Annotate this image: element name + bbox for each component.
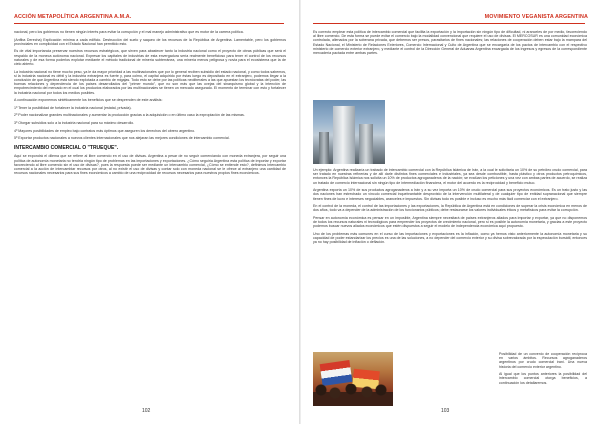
paragraph: Un ejemplo: Argentina realizaría un trabado de intercambio comercial con la República Islámica de Irán, a la cual le solicitaría un 10% de su petróleo crudo comercial, para ser tratado en nuestras refinerías y de allí darle distintos fines comerciales e industriales, ya sea desde combustible, hasta plástico y otros productos petroquímicos, entonces la República Islámica nos solicita un 10% de productos agroganaderos de la nación; se evalúan los peticiones y una vez con ambas partes de acuerdo, se realiza un tratado de comercio internacional sin ningún tipo de intermediación financiera, el motor del acuerdo es la reciprocidad y beneficio mutuo. xyxy=(313,168,587,185)
building-shape xyxy=(319,132,329,164)
building-shape xyxy=(333,106,355,164)
section-title: INTERCAMBIO COMERCIAL O "TRUEQUE". xyxy=(14,145,119,152)
list-item: 1º Tener la posibilidad de fortalecer la industria nacional (estatal, privada). xyxy=(14,105,132,110)
page-number: 102 xyxy=(142,408,151,414)
paragraph: Pensar en autonomía económica es pensar en un imposible, Argentina siempre necesitará de países extranjeros aliados para importar y exportar, ya que no disponemos de todos los recursos naturales ni tecnológicos para emprender los proyectos de crecimiento nacional, pero sí es posible la autonomía monetaria, y gracias a este proyecto podemos buscar nuevos aliados económicos que estén dispuestos a seguir el modelo de independencia económica aquí propuesto. xyxy=(313,216,587,229)
paragraph: nacional, pero los gobiernos no tienen ningún interés para evitar la corrupción y el mal manejo administrativo que es motor de la carrera política. xyxy=(14,30,244,34)
left-body xyxy=(14,30,286,179)
paragraph: Argentina exporta un 10% de sus productos agroganaderos a Irán y a su vez importa un 10% de crudo comercial para sus proyectos económicos. Es un trato justo y las dos naciones han estrechado un vínculo comercial inquebrantable desprovisto de la intervención multilateral y de cualquier tipo de entidad supranacional que siempre tienen fines de lucro e intereses negociables, aranceles e impuestos. Sin divisas todo es posible e incluso es mucho más fácil comerciar con el extranjero. xyxy=(313,188,587,201)
flag-shape xyxy=(320,360,353,386)
left-header-rule xyxy=(14,23,284,24)
paragraph: Aquí se expondrá el dilema que se refiere al libre comercio en el uso de divisas. Argentina a pesar de no seguir comerciando con moneda extranjera, por seguir una política de autonomía monetaria no tendría ningún tipo de problemas en las importaciones y exportaciones. ¿Cómo seguiría Argentina esta política de importar y exportar favoreciendo al libre comercio sin el uso de divisas?, pues la respuesta puede ser mediante un intercambio comercial, ¿Cómo se entiende esto?, definimos intercambio comercial a la acción de intercambiar recursos por otros, al no existir el uso de divisas y contar solo con moneda nacional se le ofrece al extranjero una cantidad de recursos nacionales necesarios para sus fines económicos a cambio de una reciprocidad de recursos necesarios para nuestros propios fines económicos. xyxy=(14,154,286,176)
right-body-top xyxy=(313,30,587,59)
paragraph: (Anfiba Derecha) Explicación mínima a cada edificio. Destrucción del suelo y saqueo de los recursos de la República de Argentina. Lamentable, pero los gobiernos provinciales en complicidad con el Estado Nacional han permitido esto. xyxy=(14,37,286,46)
list-item: 5º Exportar productos nacionales a nuevos clientes internacionales que nos alejaran las mejores condiciones de intercambio comercial. xyxy=(14,136,230,141)
list-item: 3º Otorgar subsidios solo a la industria nacional para su máximo desarrollo. xyxy=(14,120,135,125)
left-page xyxy=(0,0,299,424)
left-page-header: ACCIÓN METAPOLÍTICA ARGENTINA A.M.A. xyxy=(14,14,132,20)
paragraph: A continuación exponemos sintéticamente los beneficios que se desprenden de este análisis: xyxy=(14,98,163,103)
right-page-header: MOVIMIENTO VEGANISTA ARGENTINA xyxy=(484,14,588,20)
flags-crowd-photo xyxy=(313,352,393,406)
list-item: 2º Poder nacionalizar grandes multinacionales y aumentar la producción gracias a la adquisición o en último caso la expropiación de las mismas. xyxy=(14,113,245,118)
page-number: 103 xyxy=(441,408,450,414)
paragraph: La industria nacional no tiene mucho peso, ya le da mayor prioridad a las multinacionales que por lo general reciben subsidio del estado nacional, y como todos sabemos, si la industria nacional es débil y la industria extranjera es fuerte y, para colmo, el capital adquirido por éstas luego es depositado en el extranjero, podemos llegar a la conclusión de que Argentina está siendo explotada a cambio de migajas. Todo esto se debe por las políticas neoliberales a las que apuestan los tecnócratas del poder, las buenas relaciones y dependencia de los países desarrollados del "primer mundo", que no son más que las ovejas del sinarquismo global y la intención de empobrecimiento del mercado en el cual los productos elaborados por las multinacionales se tienen un mercado asegurado. El momento de terminar con esto y fortalecer la industria nacional por todos los medios posibles. xyxy=(14,69,286,95)
crowd-shape xyxy=(313,384,393,406)
right-body-middle xyxy=(313,168,587,248)
right-page xyxy=(301,0,600,424)
list-item: 4º Mayores posibilidades de empleo bajo contratos más óptimos que aseguren los derechos del obrero argentino. xyxy=(14,128,196,133)
paragraph: En el control de la moneda, el control de las importaciones y las exportaciones, la República de Argentina está en condiciones de superar la crisis económica en menos de dos años, todo va a depender de la administración de los funcionarios públicos; debe restaurarse los valores individuales éticos y metafísicos para evitar la corrupción. xyxy=(313,204,587,213)
paragraph: Es correcto emplear esta política de intercambio comercial que facilita la exportación y la importación sin ningún tipo de dificultad, ni aranceles de por medio, favoreciendo al libre comercio. De esta forma se puede evitar el comercio bajo la modalidad convencional que requiere el uso de divisas. El MERCOSUR es una comunidad económica controlada, alienados por la soberana privada, que debemos ser presos, parasitarios de fines nacionales; las relaciones de cooperación deben estar bajo la mampara del Estado Nacional, el Ministerio de Relaciones Exteriores, Comercio Internacional y Culto de Argentina que se encargaría de los pactos de intercambio con el respectivo ministerio de comercio exterior extranjero, y mediante el control de la Dirección General de Aduanas Argentina encargada de los ingresos y egresos de la correspondiente mercadería pactada entre ambas partes. xyxy=(313,30,587,56)
right-header-rule xyxy=(313,23,585,24)
paragraph: Es de vital importancia preservar nuestros recursos estratégicos, que sirven para abastecer tanto la industria nacional como el proyecto de obras públicas que será el respaldo de la moneca autónoma nacional. Expresar los capitales de industrias de esta envergadura sería realmente beneficioso para tener el control de los recursos naturales y de esa forma poderlos explotar mediante el método tradicional de minería subterránea, una minería menos peligrosa y novia para el ecosistema que la de cielo abierto. xyxy=(14,49,286,66)
paragraph: Posibilidad de un convenio de cooperación recíproca en varios ámbitos. Recursos agroganaderos argentinos por crudo comercial iraní. Una nueva historia del comercio exterior argentino. xyxy=(499,352,587,369)
paragraph: Al igual que los puntos anteriores la posibilidad del intercambio comercial otorga beneficios, a continuación los detallaremos. xyxy=(499,372,587,385)
building-shape xyxy=(359,124,373,164)
right-body-bottom xyxy=(499,352,587,388)
paragraph: Uno de los problemas más comunes en el curso de las importaciones y exportaciones es la inflación, como ya hemos visto anteriormente la autonomía monetaria y su capacidad de poder estandarizar los precios es una de las soluciones, a no depender del comercio exterior y su divisa sobrevalorada por la especulación bursátil, entonces ya no hay posibilidad de inflación o deflación. xyxy=(313,232,587,245)
city-tower-photo xyxy=(313,100,385,164)
